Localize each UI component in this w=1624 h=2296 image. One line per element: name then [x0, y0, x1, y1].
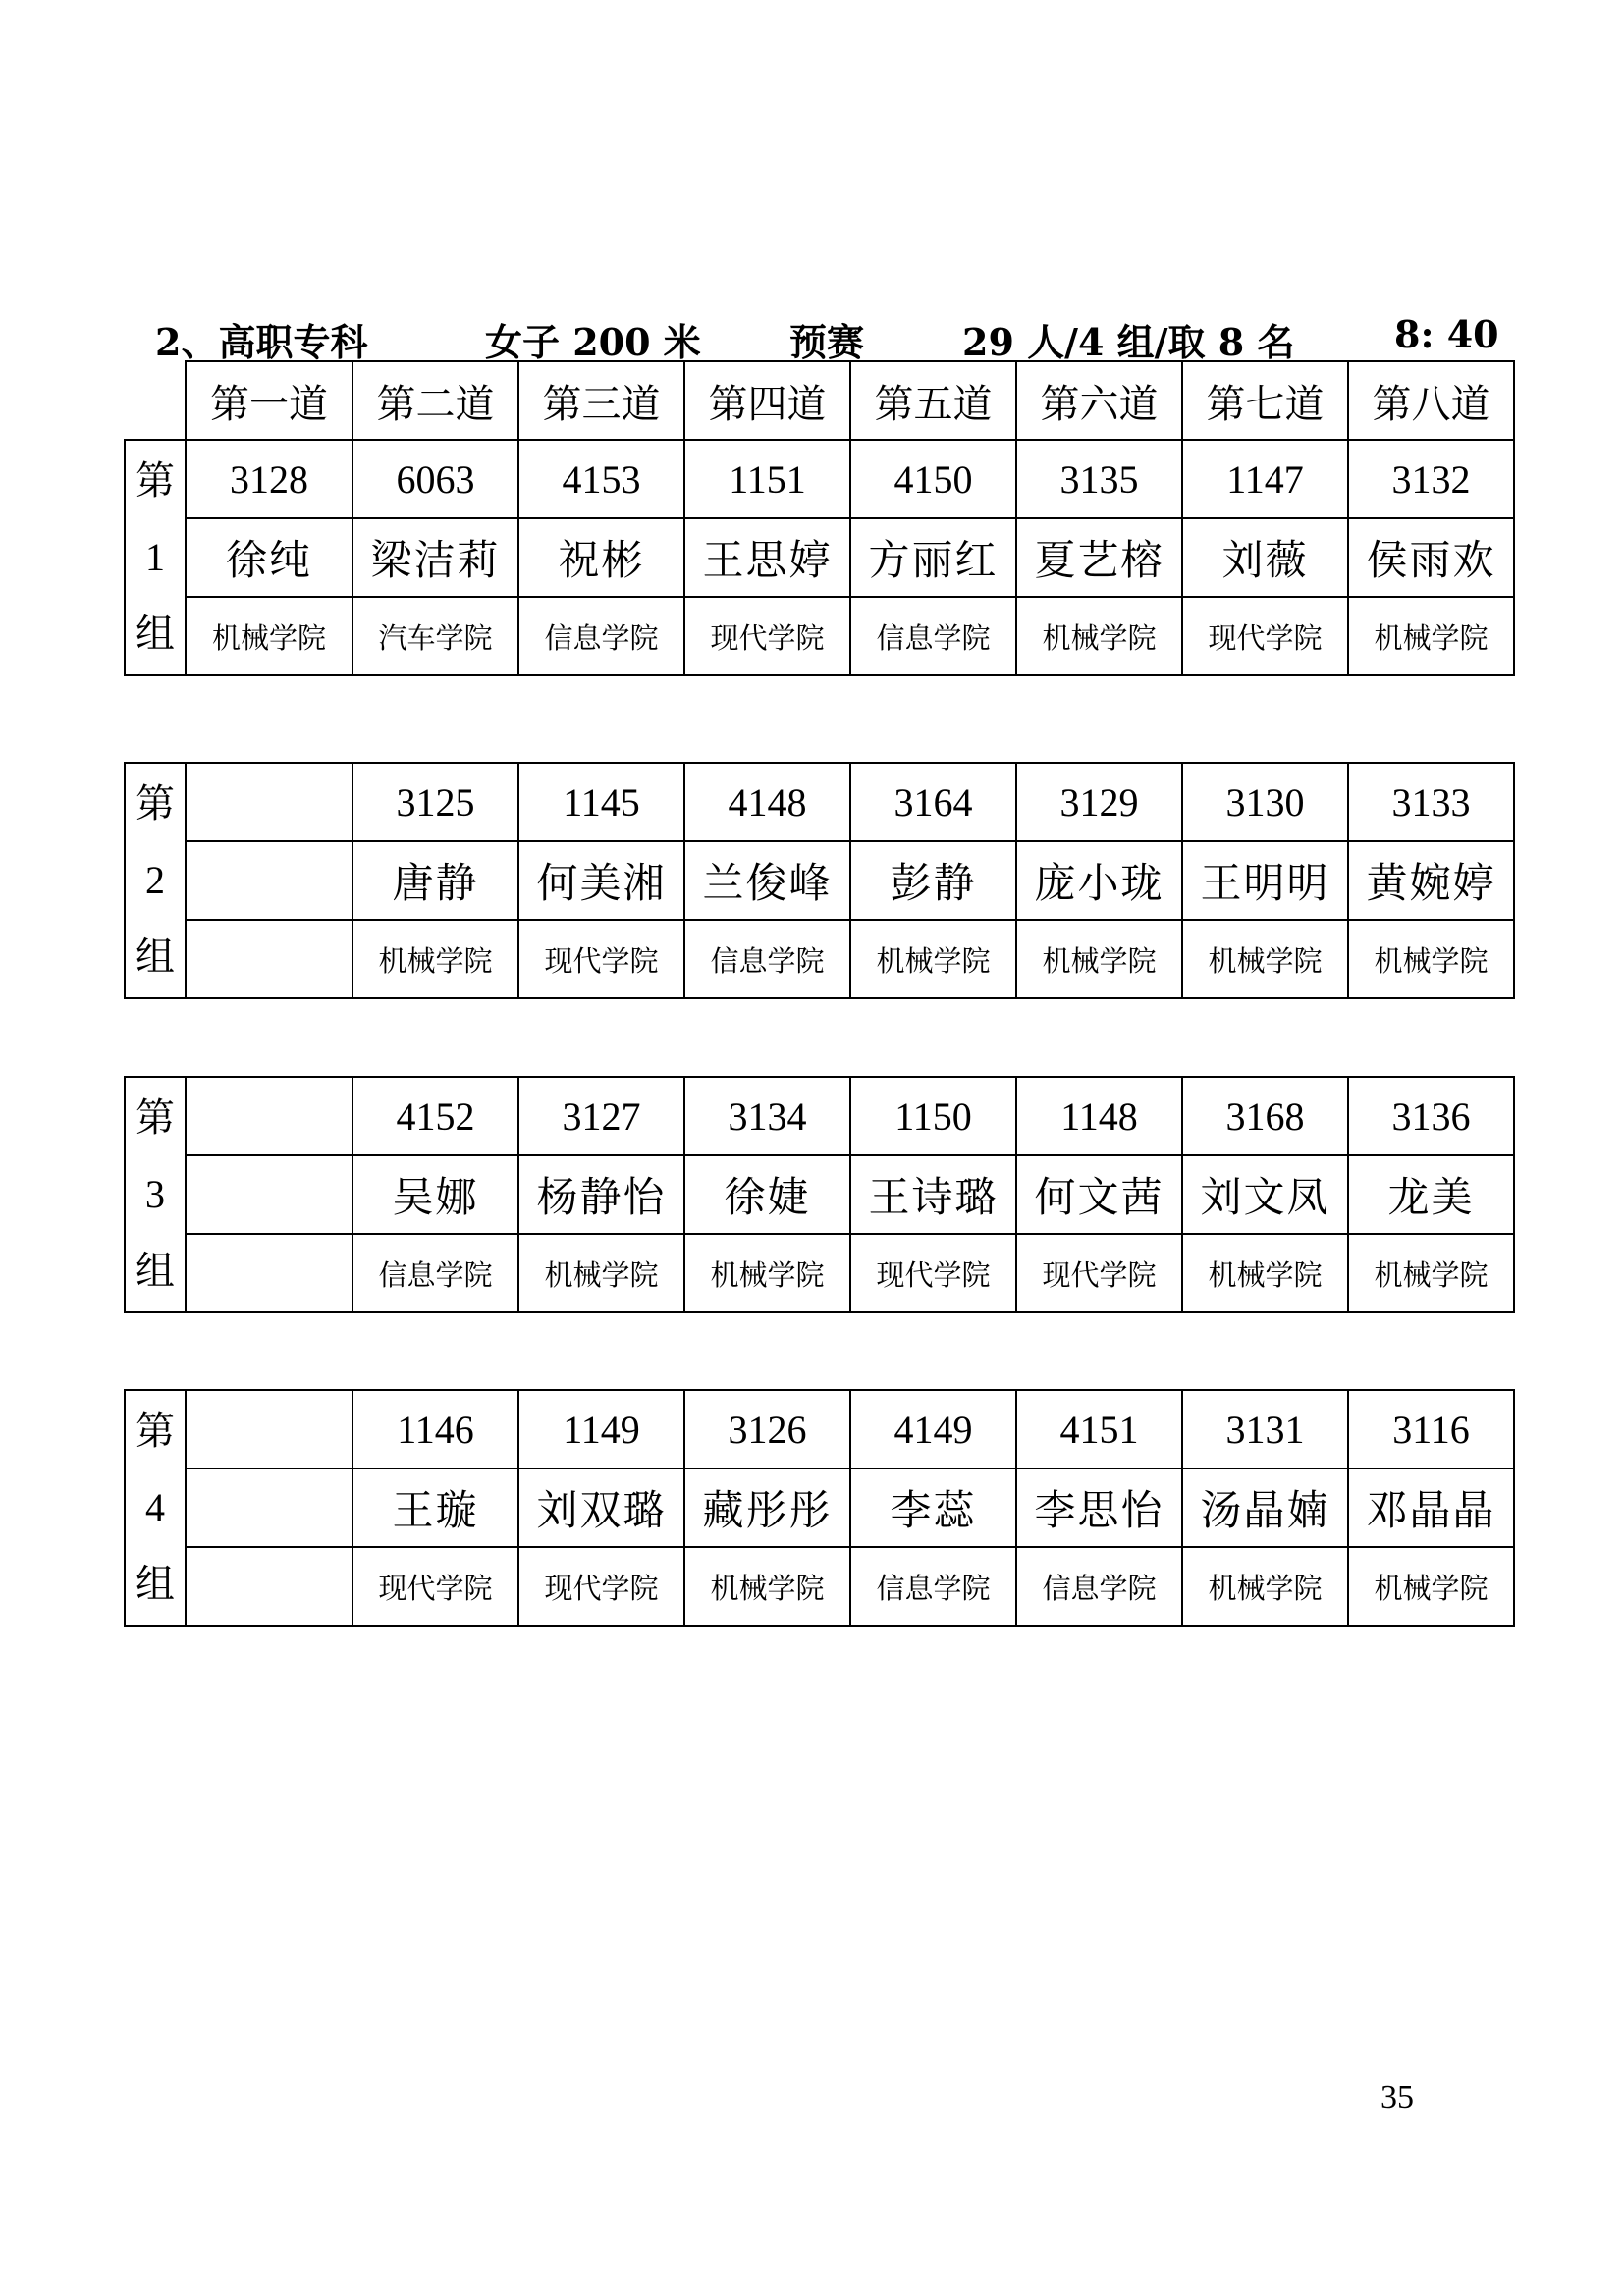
bib-number: 1147: [1182, 440, 1348, 518]
school-row: [125, 1547, 1514, 1626]
athlete-school: 机械学院: [1348, 920, 1514, 998]
athlete-school: 机械学院: [352, 920, 518, 998]
name-row: [125, 1155, 1514, 1234]
bib-number: 3164: [850, 763, 1016, 841]
athlete-school: [186, 1547, 352, 1626]
athlete-name: 龙美: [1348, 1155, 1514, 1234]
athlete-school: 现代学院: [1016, 1234, 1182, 1312]
school-row: [125, 1234, 1514, 1312]
heading-count: 29 人/4 组/取 8 名: [962, 320, 1295, 364]
group-label: 第 1 组: [125, 440, 186, 675]
athlete-name: 刘文凤: [1182, 1155, 1348, 1234]
group-label: 第 2 组: [125, 763, 186, 998]
lane-header: 第四道: [684, 361, 850, 440]
athlete-name: [186, 841, 352, 920]
school-row: [125, 920, 1514, 998]
athlete-name: 王璇: [352, 1468, 518, 1547]
athlete-school: 信息学院: [352, 1234, 518, 1312]
athlete-name: 汤晶婻: [1182, 1468, 1348, 1547]
athlete-name: 刘双璐: [518, 1468, 684, 1547]
group-4-table: [124, 1389, 1515, 1627]
bib-row: [125, 1077, 1514, 1155]
athlete-name: 梁洁莉: [352, 518, 518, 597]
lane-header: 第三道: [518, 361, 684, 440]
bib-number: 4153: [518, 440, 684, 518]
athlete-school: 信息学院: [518, 597, 684, 675]
bib-number: [186, 1390, 352, 1468]
athlete-name: 祝彬: [518, 518, 684, 597]
bib-number: 3136: [1348, 1077, 1514, 1155]
athlete-school: 现代学院: [518, 920, 684, 998]
athlete-school: 汽车学院: [352, 597, 518, 675]
bib-number: 3125: [352, 763, 518, 841]
athlete-school: 机械学院: [186, 597, 352, 675]
name-row: [125, 1468, 1514, 1547]
athlete-school: [186, 1234, 352, 1312]
bib-number: 3133: [1348, 763, 1514, 841]
group-1-table: [124, 360, 1515, 676]
lane-header: 第一道: [186, 361, 352, 440]
bib-number: 1146: [352, 1390, 518, 1468]
lane-header: 第五道: [850, 361, 1016, 440]
athlete-name: 侯雨欢: [1348, 518, 1514, 597]
athlete-school: 机械学院: [1182, 920, 1348, 998]
heading-title: 2、高职专科: [155, 320, 368, 364]
lane-header: 第六道: [1016, 361, 1182, 440]
lane-header: 第八道: [1348, 361, 1514, 440]
athlete-school: 机械学院: [1182, 1547, 1348, 1626]
bib-number: 3126: [684, 1390, 850, 1468]
athlete-name: [186, 1468, 352, 1547]
name-row: [125, 841, 1514, 920]
athlete-school: 机械学院: [1348, 597, 1514, 675]
school-row: [125, 597, 1514, 675]
bib-number: [186, 763, 352, 841]
athlete-school: 现代学院: [518, 1547, 684, 1626]
page-number: 35: [1380, 2079, 1414, 2115]
bib-row: [125, 763, 1514, 841]
athlete-name: 徐婕: [684, 1155, 850, 1234]
bib-number: 1151: [684, 440, 850, 518]
athlete-school: 机械学院: [850, 920, 1016, 998]
bib-number: 3129: [1016, 763, 1182, 841]
bib-number: 3168: [1182, 1077, 1348, 1155]
athlete-name: 王明明: [1182, 841, 1348, 920]
athlete-school: 机械学院: [1348, 1547, 1514, 1626]
athlete-name: 夏艺榕: [1016, 518, 1182, 597]
athlete-name: 王诗璐: [850, 1155, 1016, 1234]
bib-number: 4151: [1016, 1390, 1182, 1468]
bib-row: [125, 1390, 1514, 1468]
athlete-name: 庞小珑: [1016, 841, 1182, 920]
group-label: 第 4 组: [125, 1390, 186, 1626]
bib-number: 3128: [186, 440, 352, 518]
group-2-table: [124, 762, 1515, 999]
athlete-school: 信息学院: [1016, 1547, 1182, 1626]
bib-number: 4150: [850, 440, 1016, 518]
bib-number: 1145: [518, 763, 684, 841]
bib-number: 4149: [850, 1390, 1016, 1468]
athlete-name: 藏彤彤: [684, 1468, 850, 1547]
athlete-name: 徐纯: [186, 518, 352, 597]
bib-row: [125, 440, 1514, 518]
athlete-name: 唐静: [352, 841, 518, 920]
athlete-school: 机械学院: [684, 1547, 850, 1626]
bib-number: 6063: [352, 440, 518, 518]
athlete-school: 信息学院: [850, 1547, 1016, 1626]
athlete-school: 机械学院: [1016, 920, 1182, 998]
lane-header: 第七道: [1182, 361, 1348, 440]
athlete-school: [186, 920, 352, 998]
athlete-school: 机械学院: [684, 1234, 850, 1312]
athlete-school: 机械学院: [1016, 597, 1182, 675]
bib-number: 1148: [1016, 1077, 1182, 1155]
athlete-name: 吴娜: [352, 1155, 518, 1234]
bib-number: 1150: [850, 1077, 1016, 1155]
bib-number: 3135: [1016, 440, 1182, 518]
heading-time: 8: 40: [1394, 312, 1499, 356]
bib-number: 3132: [1348, 440, 1514, 518]
name-row: [125, 518, 1514, 597]
heading: [155, 300, 1499, 369]
bib-number: 3127: [518, 1077, 684, 1155]
bib-number: 3134: [684, 1077, 850, 1155]
athlete-name: 李蕊: [850, 1468, 1016, 1547]
bib-number: 4148: [684, 763, 850, 841]
athlete-name: 兰俊峰: [684, 841, 850, 920]
athlete-school: 信息学院: [684, 920, 850, 998]
athlete-name: 杨静怡: [518, 1155, 684, 1234]
athlete-school: 现代学院: [684, 597, 850, 675]
bib-number: [186, 1077, 352, 1155]
athlete-name: 黄婉婷: [1348, 841, 1514, 920]
bib-number: 3130: [1182, 763, 1348, 841]
athlete-school: 现代学院: [850, 1234, 1016, 1312]
bib-number: 1149: [518, 1390, 684, 1468]
athlete-name: [186, 1155, 352, 1234]
bib-number: 3116: [1348, 1390, 1514, 1468]
athlete-name: 李思怡: [1016, 1468, 1182, 1547]
athlete-name: 彭静: [850, 841, 1016, 920]
athlete-name: 何文茜: [1016, 1155, 1182, 1234]
group-3-table: [124, 1076, 1515, 1313]
athlete-school: 现代学院: [1182, 597, 1348, 675]
athlete-school: 机械学院: [518, 1234, 684, 1312]
athlete-school: 现代学院: [352, 1547, 518, 1626]
bib-number: 3131: [1182, 1390, 1348, 1468]
bib-number: 4152: [352, 1077, 518, 1155]
athlete-name: 何美湘: [518, 841, 684, 920]
athlete-name: 刘薇: [1182, 518, 1348, 597]
corner-cell: [125, 361, 186, 440]
heading-round: 预赛: [789, 320, 865, 364]
athlete-name: 邓晶晶: [1348, 1468, 1514, 1547]
athlete-school: 信息学院: [850, 597, 1016, 675]
heading-event: 女子 200 米: [485, 320, 701, 364]
lane-header: 第二道: [352, 361, 518, 440]
athlete-name: 王思婷: [684, 518, 850, 597]
lane-header-row: [125, 361, 1514, 440]
athlete-school: 机械学院: [1348, 1234, 1514, 1312]
group-label: 第 3 组: [125, 1077, 186, 1312]
athlete-school: 机械学院: [1182, 1234, 1348, 1312]
athlete-name: 方丽红: [850, 518, 1016, 597]
